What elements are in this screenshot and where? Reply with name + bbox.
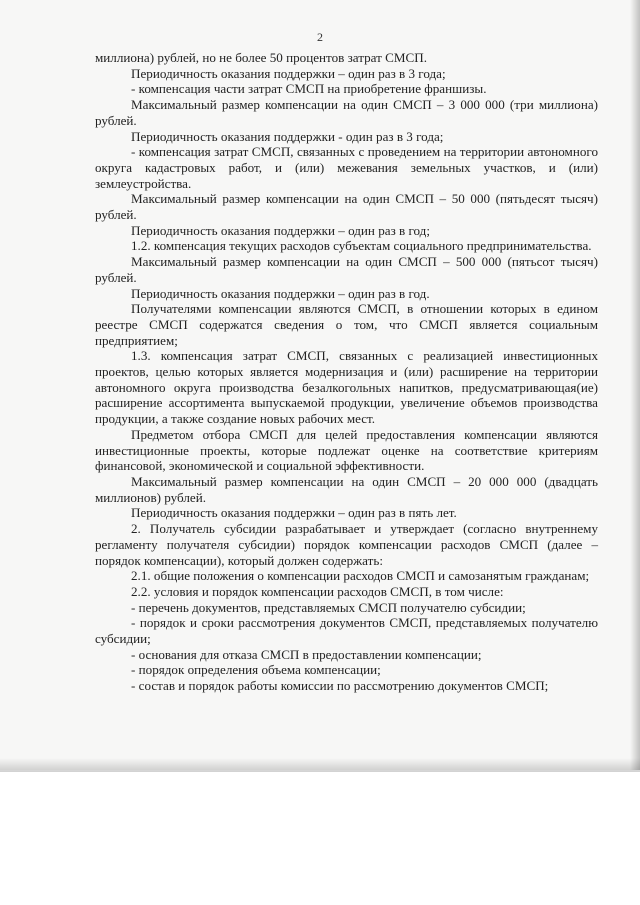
paragraph: Периодичность оказания поддержки – один раз в 3 года; (131, 65, 446, 81)
paragraph: Максимальный размер компенсации на один СМСП – 3 000 000 (три миллиона) рублей. (95, 97, 598, 128)
page-number: 2 (317, 30, 323, 44)
paragraph: Периодичность оказания поддержки – один раз в пять лет. (131, 505, 457, 521)
paragraph: - состав и порядок работы комиссии по рассмотрению документов СМСП; (131, 678, 549, 694)
paragraph: Максимальный размер компенсации на один СМСП – 50 000 (пятьдесят тысяч) рублей. (95, 191, 598, 223)
paragraph: - порядок определения объема компенсации; (131, 662, 381, 678)
paragraph: Периодичность оказания поддержки - один раз в 3 года; (131, 128, 444, 144)
paragraph: 1.2. компенсация текущих расходов субъектам социального предпринимательства. (131, 238, 592, 254)
paragraph: Предметом отбора СМСП для целей предоставления компенсации являются инвестиционные проекты, которые подлежат оценке на соответствие критериям финансовой, экономической и социальной эффективности. (95, 426, 598, 474)
paragraph: 2. Получатель субсидии разрабатывает и утверждает (согласно внутреннему регламенту получателя субсидии) порядок компенсации расходов СМСП (далее – порядок компенсации), который должен содержать: (95, 521, 598, 568)
scan-bottom-shadow (0, 758, 640, 772)
paragraph: Максимальный размер компенсации на один СМСП – 500 000 (пятьсот тысяч) рублей. (95, 254, 598, 285)
paragraph: миллиона) рублей, но не более 50 процентов затрат СМСП. (95, 50, 427, 65)
paragraph: - перечень документов, представляемых СМСП получателю субсидии; (131, 599, 526, 615)
paragraph: Получателями компенсации являются СМСП, в отношении которых в едином реестре СМСП содержатся сведения о том, что СМСП является социальным предприятием; (95, 301, 598, 348)
paragraph: 2.2. условия и порядок компенсации расходов СМСП, в том числе: (131, 583, 504, 599)
paragraph: - основания для отказа СМСП в предоставлении компенсации; (131, 646, 482, 662)
paragraph: 1.3. компенсация затрат СМСП, связанных с реализацией инвестиционных проектов, целью которых является модернизация и (или) расширение на территории автономного округа производства безалкогольных напитков, предусматривающая(ие) расширение ассортимента выпускаемой продукции, увеличение объемов производства продукции, а также создание новых рабочих мест. (95, 348, 598, 427)
paragraph: - порядок и сроки рассмотрения документов СМСП, представляемых получателю субсидии; (95, 615, 598, 647)
paragraph: Периодичность оказания поддержки – один раз в год. (131, 285, 430, 301)
document-body (95, 50, 598, 694)
paragraph: Периодичность оказания поддержки – один раз в год; (131, 222, 430, 238)
paragraph: Максимальный размер компенсации на один СМСП – 20 000 000 (двадцать миллионов) рублей. (95, 473, 598, 505)
paragraph: 2.1. общие положения о компенсации расходов СМСП и самозанятым гражданам; (131, 568, 590, 584)
scan-edge-shadow (630, 0, 640, 770)
paragraph: - компенсация затрат СМСП, связанных с проведением на территории автономного округа кадастровых работ, и (или) межевания земельных участков, и (или) землеустройства. (95, 144, 598, 191)
paragraph: - компенсация части затрат СМСП на приобретение франшизы. (131, 81, 487, 97)
